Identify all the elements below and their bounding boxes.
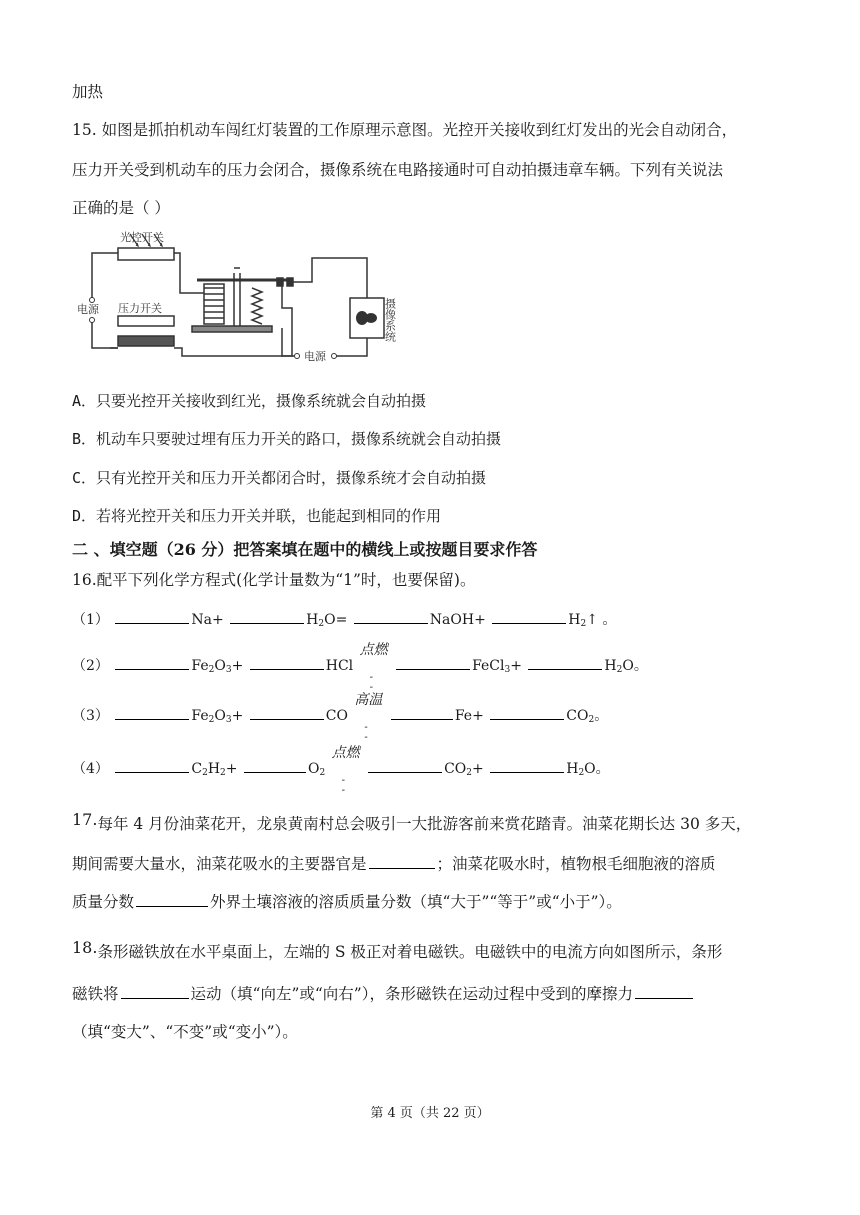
q15-line1: 15. 如图是抓拍机动车闯红灯装置的工作原理示意图。光控开关接收到红灯发出的光会自动闭合， [72, 121, 738, 139]
blank[interactable] [115, 622, 189, 624]
reaction-condition: 点燃 - - [359, 642, 388, 693]
q15-line3: 正确的是（ ） [72, 199, 170, 217]
circuit-diagram [72, 228, 402, 368]
q15-option-a: A．只要光控开关接收到红光，摄像系统就会自动拍摄 [72, 392, 427, 410]
blank[interactable] [635, 997, 693, 999]
blank[interactable] [490, 718, 564, 720]
power-bottom-label: 电源 [304, 350, 326, 363]
blank[interactable] [492, 622, 566, 624]
blank[interactable] [115, 771, 189, 773]
blank[interactable] [490, 771, 564, 773]
blank[interactable] [369, 867, 435, 869]
camera-system-label: 摄像系统 [383, 298, 397, 342]
pressure-switch-label: 压力开关 [118, 302, 162, 315]
q15-option-d: D．若将光控开关和压力开关并联，也能起到相同的作用 [72, 507, 442, 525]
blank[interactable] [354, 622, 428, 624]
q18-line2: 磁铁将 运动（填“向左”或“向右”），条形磁铁在运动过程中受到的摩擦力 [72, 982, 695, 1004]
q18-number: 18. [72, 938, 98, 957]
q17-line1: 17.每年 4 月份油菜花开，龙泉黄南村总会吸引一大批游客前来赏花踏青。油菜花期长达 30 多天， [72, 810, 752, 833]
blank[interactable] [121, 997, 189, 999]
power-left-label: 电源 [77, 303, 99, 316]
section2-heading: 二 、填空题（26 分）把答案填在题中的横线上或按题目要求作答 [72, 540, 538, 559]
q16-equation-3: （3） $Fe_2O_3+$ CO 高温 - - $Fe+ CO_2$。 [72, 692, 609, 743]
blank[interactable] [250, 668, 324, 670]
preceding-text: 加热 [72, 83, 104, 101]
blank[interactable] [250, 718, 324, 720]
blank[interactable] [230, 622, 304, 624]
q16-equation-1: （1） $Na+ H_2O=$ NaOH+ $H_2↑$ 。 [72, 612, 617, 629]
q16-equation-4: （4） $C_2H_2+ O_2$ 点燃 - - $CO_2+ H_2O$。 [72, 745, 610, 796]
blank[interactable] [115, 668, 189, 670]
q15-line2: 压力开关受到机动车的压力会闭合，摄像系统在电路接通时可自动拍摄违章车辆。下列有关说法 [72, 161, 724, 179]
q18-line3: （填“变大”、“不变”或“变小”）。 [72, 1023, 298, 1041]
blank[interactable] [528, 668, 602, 670]
blank[interactable] [244, 771, 306, 773]
q16-stem: 16.配平下列化学方程式(化学计量数为“1”时，也要保留)。 [72, 571, 476, 589]
blank[interactable] [396, 668, 470, 670]
q17-number: 17. [72, 810, 98, 829]
q15-option-c: C．只有光控开关和压力开关都闭合时，摄像系统才会自动拍摄 [72, 469, 487, 487]
blank[interactable] [115, 718, 189, 720]
blank[interactable] [368, 771, 442, 773]
light-switch-label: 光控开关 [120, 231, 164, 244]
reaction-condition: 高温 - - [354, 692, 383, 743]
q17-line3: 质量分数 外界土壤溶液的溶质质量分数（填“大于”“等于”或“小于”）。 [72, 893, 622, 911]
reaction-condition: 点燃 - - [331, 745, 360, 796]
blank[interactable] [391, 718, 453, 720]
q18-line1: 18.条形磁铁放在水平桌面上，左端的 S 极正对着电磁铁。电磁铁中的电流方向如图所示，条形 [72, 938, 723, 961]
q16-equation-2: （2） $Fe_2O_3+$ HCl 点燃 - - FeCl$_3$+ $H_2O$。 [72, 642, 648, 693]
q17-line2: 期间需要大量水，油菜花吸水的主要器官是 ；油菜花吸水时，植物根毛细胞液的溶质 [72, 855, 716, 873]
page-footer: 第 4 页（共 22 页） [370, 1106, 490, 1121]
blank[interactable] [136, 905, 208, 907]
q15-option-b: B．机动车只要驶过埋有压力开关的路口，摄像系统就会自动拍摄 [72, 430, 502, 448]
